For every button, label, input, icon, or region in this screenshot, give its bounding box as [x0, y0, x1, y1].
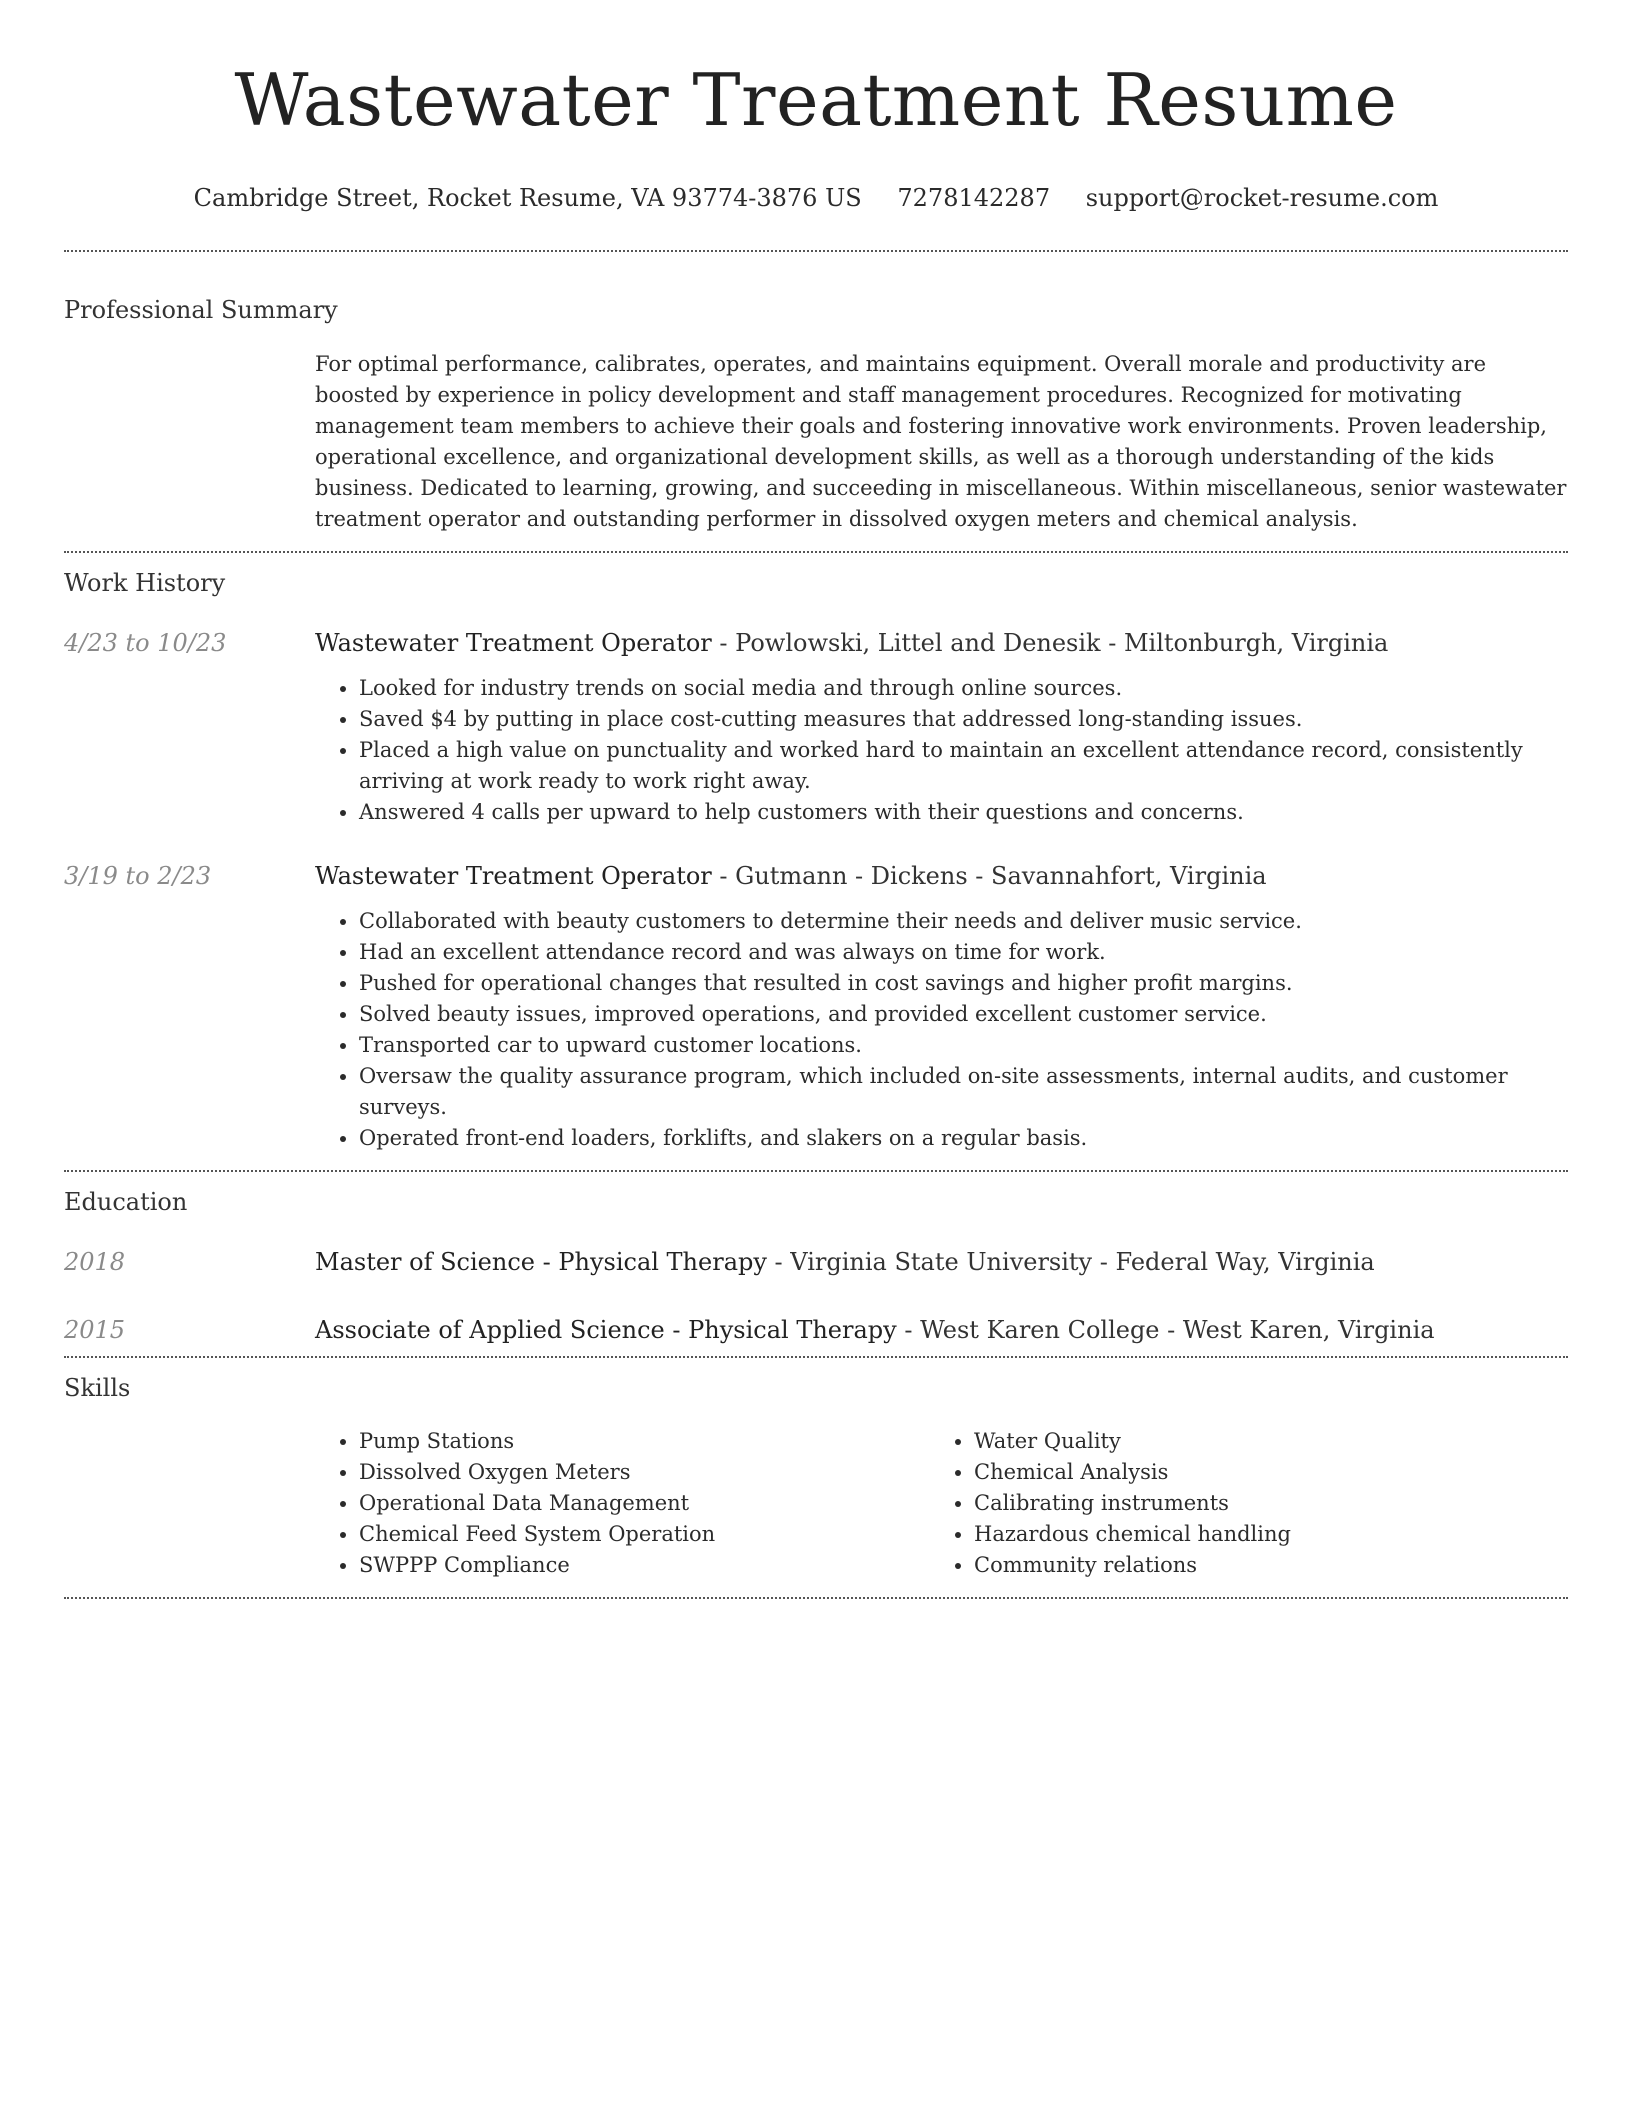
- job-title-line: [315, 860, 1568, 892]
- skill-item: • Operational Data Management: [359, 1488, 930, 1519]
- education-school: - West Karen College - West Karen, Virginia: [896, 1316, 1435, 1344]
- job-dates: 4/23 to 10/23: [64, 629, 227, 657]
- job-role: Wastewater Treatment Operator: [315, 862, 712, 890]
- job-role: Wastewater Treatment Operator: [315, 629, 712, 657]
- education-section: [64, 1186, 1568, 1356]
- work-history-heading: Work History: [64, 569, 226, 597]
- skill-item: • Dissolved Oxygen Meters: [359, 1457, 930, 1488]
- skill-item: • Calibrating instruments: [974, 1488, 1545, 1519]
- skill-item: • Hazardous chemical handling: [974, 1519, 1545, 1550]
- skill-item: • Community relations: [974, 1550, 1545, 1581]
- contact-address: Cambridge Street, Rocket Resume, VA 93774-3876 US: [193, 184, 862, 212]
- list-item: • Looked for industry trends on social media and through online sources.: [359, 673, 1568, 704]
- job-employer: - Gutmann - Dickens - Savannahfort, Virginia: [711, 862, 1267, 890]
- skills-heading: Skills: [64, 1374, 131, 1402]
- list-item: • Transported car to upward customer locations.: [359, 1030, 1568, 1061]
- skills-list: [315, 1426, 930, 1581]
- education-school: - Virginia State University - Federal Way, Virginia: [766, 1248, 1375, 1276]
- education-title-line: [315, 1246, 1568, 1278]
- skill-item: • Water Quality: [974, 1426, 1545, 1457]
- job-bullets: [315, 906, 1568, 1154]
- list-item: • Answered 4 calls per upward to help customers with their questions and concerns.: [359, 797, 1568, 828]
- job-bullets: [315, 673, 1568, 828]
- skill-item: • Chemical Feed System Operation: [359, 1519, 930, 1550]
- skills-column-left: [315, 1426, 930, 1581]
- resume-title: Wastewater Treatment Resume: [234, 58, 1398, 142]
- skills-section: [64, 1372, 1568, 1581]
- education-degree: Associate of Applied Science - Physical Therapy: [315, 1316, 897, 1344]
- job-title-line: [315, 627, 1568, 659]
- skills-columns: [315, 1426, 1568, 1581]
- section-divider: [64, 551, 1568, 553]
- education-year: 2018: [64, 1248, 126, 1276]
- skill-item: • Chemical Analysis: [974, 1457, 1545, 1488]
- list-item: • Oversaw the quality assurance program, which included on-site assessments, internal audits, and customer surveys.: [359, 1061, 1568, 1123]
- summary-heading: Professional Summary: [64, 296, 338, 324]
- job-entry: [64, 627, 1568, 828]
- skills-column-right: [930, 1426, 1545, 1581]
- section-divider: [64, 1597, 1568, 1599]
- summary-text: For optimal performance, calibrates, operates, and maintains equipment. Overall morale and productivity are boosted by experience in policy development and staff management procedures. Recognized for motivating management team members to achieve their goals and fostering innovative work environments. Proven leadership, operational excellence, and organizational development skills, as well as a thorough understanding of the kids business. Dedicated to learning, growing, and succeeding in miscellaneous. Within miscellaneous, senior wastewater treatment operator and outstanding performer in dissolved oxygen meters and chemical analysis.: [315, 352, 1567, 531]
- education-degree: Master of Science - Physical Therapy: [315, 1248, 767, 1276]
- skills-list: [930, 1426, 1545, 1581]
- list-item: • Pushed for operational changes that resulted in cost savings and higher profit margins.: [359, 968, 1568, 999]
- list-item: • Saved $4 by putting in place cost-cutting measures that addressed long-standing issues.: [359, 704, 1568, 735]
- job-details: [315, 627, 1568, 828]
- contact-line: [64, 182, 1568, 214]
- list-item: • Placed a high value on punctuality and worked hard to maintain an excellent attendance record, consistently arriving at work ready to work right away.: [359, 735, 1568, 797]
- education-year: 2015: [64, 1316, 126, 1344]
- contact-email: support@rocket-resume.com: [1085, 184, 1439, 212]
- job-employer: - Powlowski, Littel and Denesik - Miltonburgh, Virginia: [711, 629, 1389, 657]
- job-details: [315, 860, 1568, 1154]
- education-heading: Education: [64, 1188, 188, 1216]
- education-entry: [64, 1246, 1568, 1278]
- job-entry: [64, 860, 1568, 1154]
- section-divider: [64, 1356, 1568, 1358]
- list-item: • Operated front-end loaders, forklifts, and slakers on a regular basis.: [359, 1123, 1568, 1154]
- skill-item: • Pump Stations: [359, 1426, 930, 1457]
- summary-section: [64, 294, 1568, 535]
- education-entry: [64, 1314, 1568, 1346]
- work-history-section: [64, 567, 1568, 1170]
- contact-phone: 7278142287: [897, 184, 1051, 212]
- list-item: • Collaborated with beauty customers to determine their needs and deliver music service.: [359, 906, 1568, 937]
- job-dates: 3/19 to 2/23: [64, 862, 212, 890]
- education-title-line: [315, 1314, 1568, 1346]
- section-divider: [64, 250, 1568, 252]
- section-divider: [64, 1170, 1568, 1172]
- skill-item: • SWPPP Compliance: [359, 1550, 930, 1581]
- list-item: • Had an excellent attendance record and was always on time for work.: [359, 937, 1568, 968]
- list-item: • Solved beauty issues, improved operations, and provided excellent customer service.: [359, 999, 1568, 1030]
